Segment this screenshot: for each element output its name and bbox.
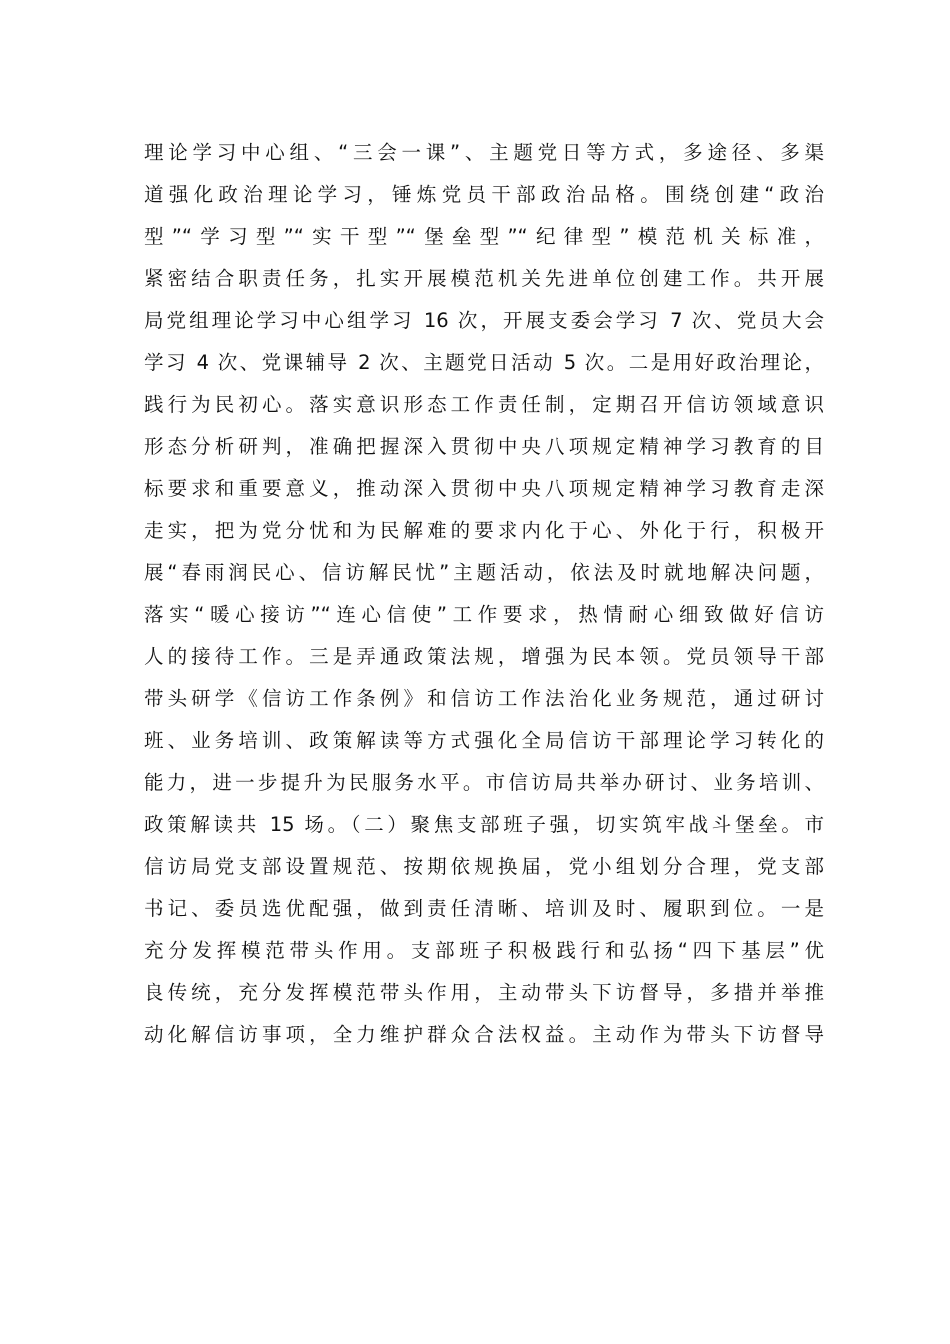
body-text-line: 紧密结合职责任务，扎实开展模范机关先进单位创建工作。共开展 (144, 267, 824, 290)
body-text-line: 理论学习中心组、“三会一课”、主题党日等方式，多途径、多渠 (144, 141, 824, 164)
body-text-line: 信访局党支部设置规范、按期依规换届，党小组划分合理，党支部 (144, 855, 824, 878)
body-text-line: 带头研学《信访工作条例》和信访工作法治化业务规范，通过研讨 (144, 687, 824, 710)
body-text-line: 能力，进一步提升为民服务水平。市信访局共举办研讨、业务培训、 (144, 771, 824, 794)
body-text-line: 人的接待工作。三是弄通政策法规，增强为民本领。党员领导干部 (144, 645, 824, 668)
body-text-line: 践行为民初心。落实意识形态工作责任制，定期召开信访领域意识 (144, 393, 824, 416)
body-text-line: 道强化政治理论学习，锤炼党员干部政治品格。围绕创建“政治 (144, 183, 824, 206)
body-text-line: 展“春雨润民心、信访解民忧”主题活动，依法及时就地解决问题， (144, 561, 824, 584)
body-text-line: 标要求和重要意义，推动深入贯彻中央八项规定精神学习教育走深 (144, 477, 824, 500)
body-text-line: 落实“暖心接访”“连心信使”工作要求，热情耐心细致做好信访 (144, 603, 824, 626)
body-text-line: 学习 4 次、党课辅导 2 次、主题党日活动 5 次。二是用好政治理论， (144, 351, 824, 374)
body-text-line: 形态分析研判，准确把握深入贯彻中央八项规定精神学习教育的目 (144, 435, 824, 458)
body-text-line: 局党组理论学习中心组学习 16 次，开展支委会学习 7 次、党员大会 (144, 309, 824, 332)
body-text-line: 书记、委员选优配强，做到责任清晰、培训及时、履职到位。一是 (144, 897, 824, 920)
body-text-line: 政策解读共 15 场。（二）聚焦支部班子强，切实筑牢战斗堡垒。市 (144, 813, 824, 836)
body-text-line: 走实，把为党分忧和为民解难的要求内化于心、外化于行，积极开 (144, 519, 824, 542)
body-text-line: 良传统，充分发挥模范带头作用，主动带头下访督导，多措并举推 (144, 981, 824, 1004)
body-text-line: 充分发挥模范带头作用。支部班子积极践行和弘扬“四下基层”优 (144, 939, 824, 962)
document-body (144, 132, 824, 1056)
body-text-line: 班、业务培训、政策解读等方式强化全局信访干部理论学习转化的 (144, 729, 824, 752)
body-text-line: 动化解信访事项，全力维护群众合法权益。主动作为带头下访督导 (144, 1023, 824, 1046)
body-text-line: 型”“学习型”“实干型”“堡垒型”“纪律型”模范机关标准， (144, 225, 824, 248)
